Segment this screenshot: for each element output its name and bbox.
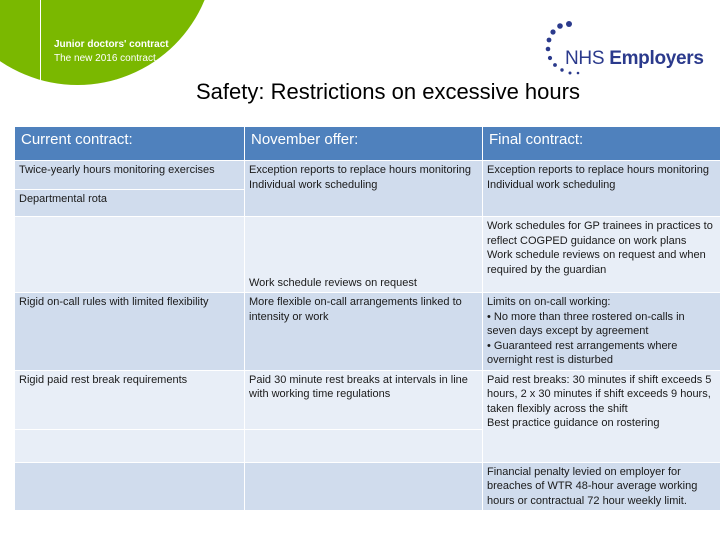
cell-november: [245, 293, 483, 371]
brand-title: Junior doctors' contract: [54, 39, 169, 50]
cell-november: [245, 462, 483, 511]
cell-text: Financial penalty levied on employer for breaches of WTR 48-hour average working hours or contractual 72 hour weekly limit.: [487, 465, 698, 507]
bullet-item: • Guaranteed rest arrangements where overnight rest is disturbed: [487, 339, 678, 366]
logo-employers: Employers: [609, 48, 704, 69]
cell-final: [483, 462, 720, 511]
cell-november: [245, 217, 483, 293]
header-current: Current contract:: [15, 127, 245, 161]
logo-nhs: NHS: [565, 48, 605, 69]
cell-november: [245, 370, 483, 429]
slide-title: Safety: Restrictions on excessive hours: [196, 79, 580, 104]
cell-current: [15, 190, 245, 217]
cell-current: [15, 370, 245, 429]
cell-text: Twice-yearly hours monitoring exercises: [19, 164, 215, 176]
cell-text: Work schedules for GP trainees in practices to reflect COGPED guidance on work plans: [487, 220, 713, 247]
cell-final: [483, 161, 720, 217]
cell-text: Rigid on-call rules with limited flexibility: [19, 296, 209, 308]
cell-text: Exception reports to replace hours monitoring: [249, 164, 471, 176]
cell-text: More flexible on-call arrangements linked to intensity or work: [249, 296, 462, 323]
header-final: Final contract:: [483, 127, 720, 161]
cell-text: Individual work scheduling: [487, 178, 616, 191]
table-row: [15, 370, 720, 429]
cell-text: Paid rest breaks: 30 minutes if shift exceeds 5 hours, 2 x 30 minutes if shift exceeds 9 hours, taken flexibly across the shift: [487, 373, 712, 415]
cell-final: [483, 370, 720, 462]
cell-text: Rigid paid rest break requirements: [19, 373, 188, 386]
cell-final: [483, 293, 720, 371]
header-row: [15, 127, 720, 161]
cell-november: [245, 161, 483, 217]
cell-current: [15, 293, 245, 371]
comparison-table: [14, 126, 720, 511]
cell-text: Individual work scheduling: [249, 178, 378, 191]
cell-text: Departmental rota: [19, 193, 108, 205]
cell-current: [15, 429, 245, 462]
cell-text: Limits on on-call working:: [487, 296, 611, 308]
cell-current: [15, 217, 245, 293]
table-row: [15, 293, 720, 371]
bullet-item: • No more than three rostered on-calls in seven days except by agreement: [487, 310, 685, 337]
cell-text: Exception reports to replace hours monitoring: [487, 164, 709, 176]
cell-november: [245, 429, 483, 462]
logo-wordmark: [565, 48, 704, 70]
table-row: [15, 217, 720, 293]
brand-subtitle: The new 2016 contract: [54, 53, 156, 64]
header-november: November offer:: [245, 127, 483, 161]
corner-divider: [40, 0, 41, 82]
cell-final: [483, 217, 720, 293]
cell-text: Best practice guidance on rostering: [487, 417, 660, 429]
cell-text: Work schedule reviews on request and when required by the guardian: [487, 249, 706, 276]
cell-text: Work schedule reviews on request: [249, 276, 417, 289]
cell-text: Paid 30 minute rest breaks at intervals in line with working time regulations: [249, 373, 468, 400]
table-row: [15, 161, 720, 190]
table-row: [15, 462, 720, 511]
cell-current: [15, 462, 245, 511]
cell-current: [15, 161, 245, 190]
